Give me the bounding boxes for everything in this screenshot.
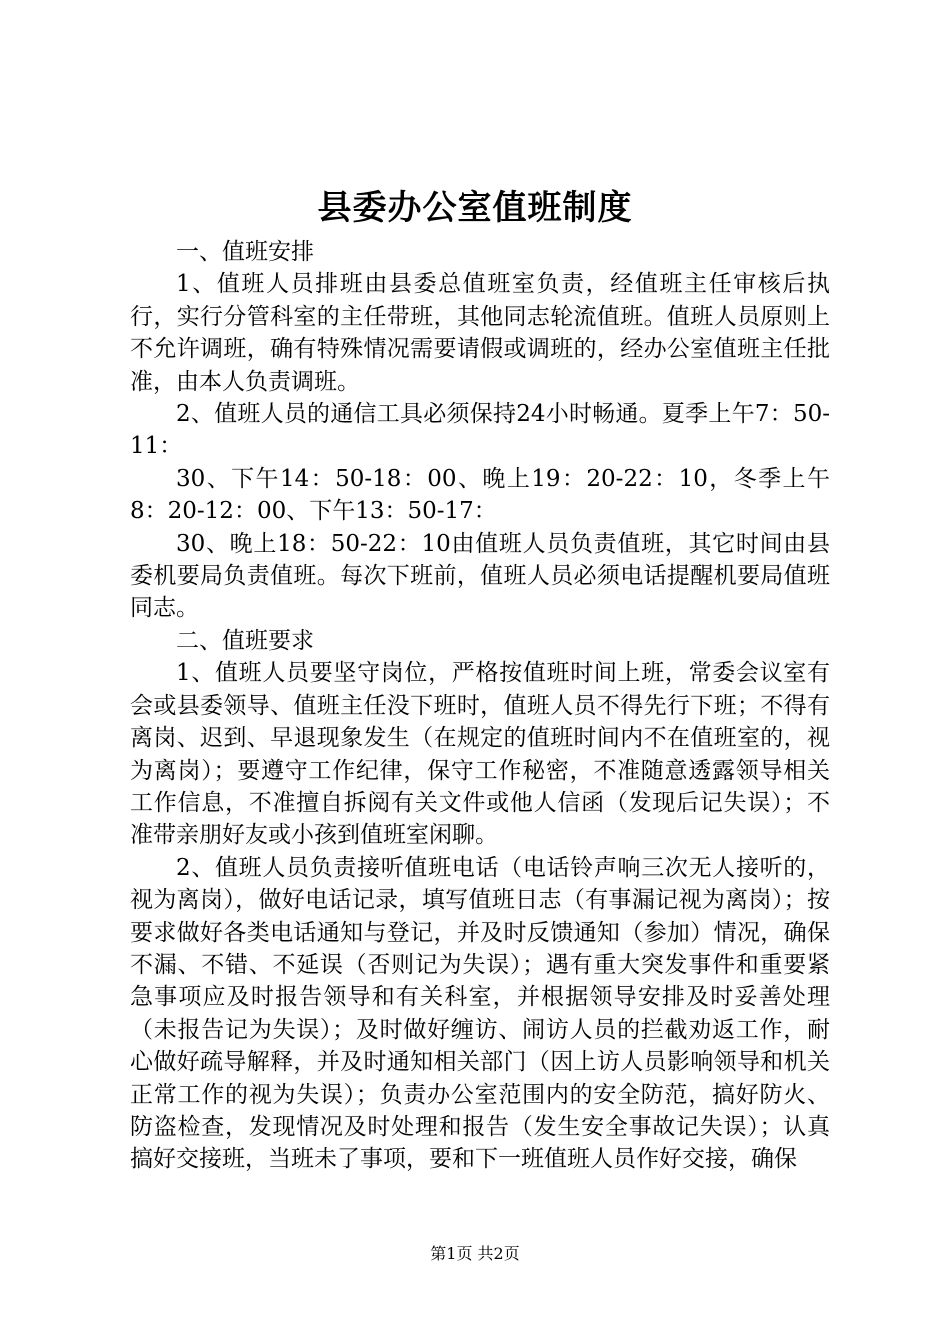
document-title: 县委办公室值班制度 [317, 188, 633, 228]
document-body [130, 236, 830, 1176]
paragraph: 2、值班人员负责接听值班电话（电话铃声响三次无人接听的，视为离岗），做好电话记录，填写值班日志（有事漏记视为离岗）；按要求做好各类电话通知与登记，并及时反馈通知（参加）情况，确保不漏、不错、不延误（否则记为失误）；遇有重大突发事件和重要紧急事项应及时报告领导和有关科室，并根据领导安排及时妥善处理（未报告记为失误）；及时做好缠访、闹访人员的拦截劝返工作，耐心做好疏导解释，并及时通知相关部门（因上访人员影响领导和机关正常工作的视为失误）；负责办公室范围内的安全防范，搞好防火、防盗检查，发现情况及时处理和报告（发生安全事故记失误）；认真搞好交接班，当班未了事项，要和下一班值班人员作好交接，确保 [130, 854, 830, 1173]
paragraph: 1、值班人员要坚守岗位，严格按值班时间上班，常委会议室有会或县委领导、值班主任没下班时，值班人员不得先行下班；不得有离岗、迟到、早退现象发生（在规定的值班时间内不在值班室的，视为离岗）；要遵守工作纪律，保守工作秘密，不准随意透露领导相关工作信息，不准擅自拆阅有关文件或他人信函（发现后记失误）；不准带亲朋好友或小孩到值班室闲聊。 [130, 660, 830, 849]
paragraph: 1、值班人员排班由县委总值班室负责，经值班主任审核后执行，实行分管科室的主任带班，其他同志轮流值班。值班人员原则上不允许调班，确有特殊情况需要请假或调班的，经办公室值班主任批准，由本人负责调班。 [130, 271, 830, 395]
paragraph: 30、下午14：50-18：00、晚上19：20-22：10，冬季上午8：20-12：00、下午13：50-17： [130, 465, 830, 525]
paragraph: 30、晚上18：50-22：10由值班人员负责值班，其它时间由县委机要局负责值班。每次下班前，值班人员必须电话提醒机要局值班同志。 [130, 530, 830, 622]
page-footer: 第1页 共2页 [430, 1244, 520, 1263]
paragraph: 2、值班人员的通信工具必须保持24小时畅通。夏季上午7：50-11： [130, 401, 830, 460]
section-heading: 一、值班安排 [176, 239, 314, 265]
section-heading: 二、值班要求 [176, 627, 314, 654]
